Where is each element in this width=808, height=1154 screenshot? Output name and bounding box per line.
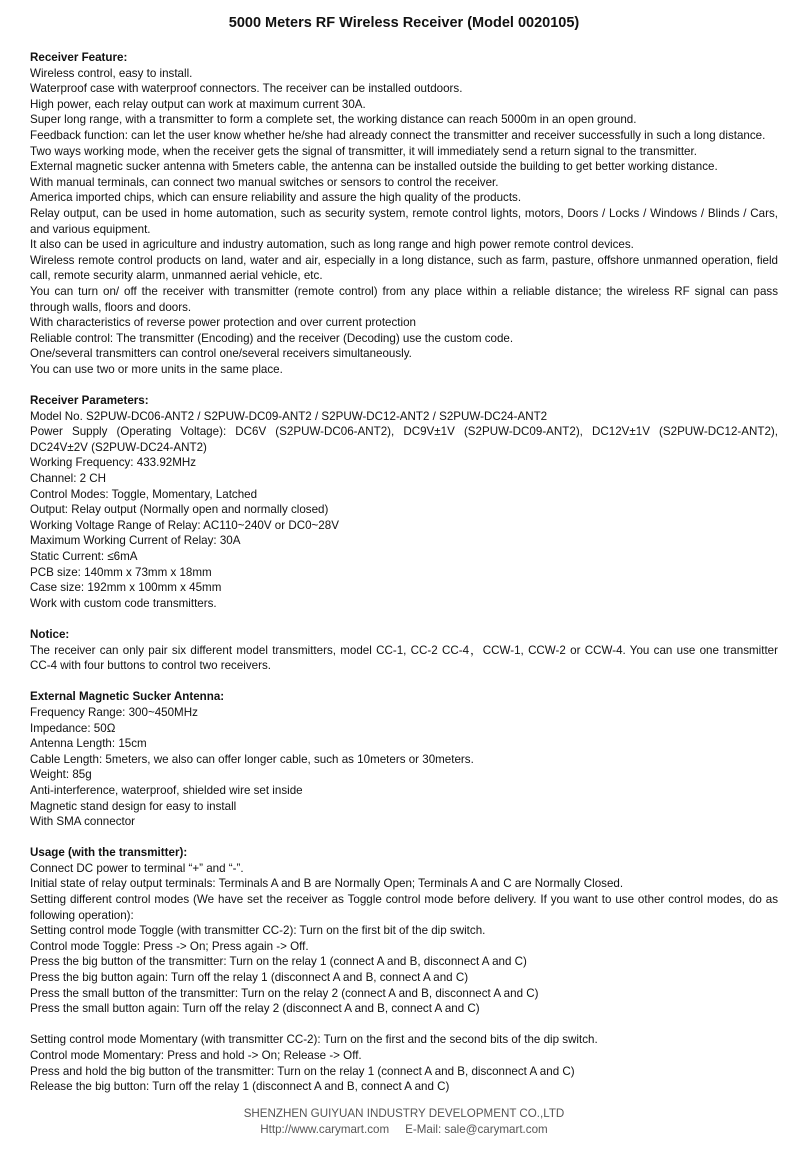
text-line: Setting control mode Toggle (with transmitter CC-2): Turn on the first bit of the dip switch.: [30, 924, 486, 938]
text-line: Connect DC power to terminal “+” and “-”.: [30, 861, 244, 875]
text-line: Anti-interference, waterproof, shielded wire set inside: [30, 783, 303, 797]
text-line: Relay output, can be used in home automation, such as security system, remote control lights, motors, Doors / Locks / Windows / Blinds / Cars, and various equipment.: [30, 206, 778, 236]
text-line: Impedance: 50Ω: [30, 721, 116, 735]
text-line: Maximum Working Current of Relay: 30A: [30, 534, 241, 548]
text-line: Waterproof case with waterproof connectors. The receiver can be installed outdoors.: [30, 82, 463, 96]
usage-section: [30, 845, 778, 1017]
document-page: [30, 14, 778, 1110]
text-line: Press the small button again: Turn off the relay 2 (disconnect A and B, connect A and C): [30, 1002, 480, 1016]
text-line: Setting different control modes (We have set the receiver as Toggle control mode before delivery. If you want to use other control modes, do as following operation):: [30, 893, 778, 922]
text-line: Press the small button of the transmitter: Turn on the relay 2 (connect A and B, disconnect A and C): [30, 986, 539, 1000]
text-line: Initial state of relay output terminals: Terminals A and B are Normally Open; Terminals A and C are Normally Closed.: [30, 877, 624, 891]
text-line: You can turn on/ off the receiver with transmitter (remote control) from any place within a reliable distance; the wireless RF signal can pass through walls, floors and doors.: [30, 284, 778, 314]
text-line: Magnetic stand design for easy to install: [30, 799, 237, 813]
text-line: Control Modes: Toggle, Momentary, Latched: [30, 487, 258, 501]
text-line: External magnetic sucker antenna with 5meters cable, the antenna can be installed outside the building to get better working distance.: [30, 160, 718, 174]
text-line: It also can be used in agriculture and industry automation, such as long range and high power remote control devices.: [30, 238, 634, 252]
page-footer: [0, 1106, 808, 1137]
text-line: Feedback function: can let the user know whether he/she had already connect the transmitter and receiver successfully in such a long distance.: [30, 128, 766, 142]
features-heading: Receiver Feature:: [30, 51, 128, 64]
text-line: Control mode Toggle: Press -> On; Press again -> Off.: [30, 939, 309, 953]
text-line: PCB size: 140mm x 73mm x 18mm: [30, 565, 212, 579]
text-line: Press and hold the big button of the transmitter: Turn on the relay 1 (connect A and B, disconnect A and C): [30, 1064, 575, 1078]
text-line: Power Supply (Operating Voltage): DC6V (S2PUW-DC06-ANT2), DC9V±1V (S2PUW-DC09-ANT2), DC12V±1V (S2PUW-DC12-ANT2), DC24V±2V (S2PUW-DC24-ANT2): [30, 425, 778, 454]
notice-section: [30, 627, 778, 674]
footer-company: SHENZHEN GUIYUAN INDUSTRY DEVELOPMENT CO.,LTD: [243, 1107, 565, 1120]
text-line: Wireless remote control products on land, water and air, especially in a long distance, such as farm, pasture, offshore unmanned operation, field call, remote security alarm, unmanned aerial vehicle, etc.: [30, 253, 778, 283]
text-line: Two ways working mode, when the receiver gets the signal of transmitter, it will immediately send a return signal to the transmitter.: [30, 144, 697, 158]
text-line: Press the big button again: Turn off the relay 1 (disconnect A and B, connect A and C): [30, 971, 469, 985]
document-title: 5000 Meters RF Wireless Receiver (Model 0020105): [228, 15, 580, 31]
text-line: Super long range, with a transmitter to form a complete set, the working distance can reach 5000m in an open ground.: [30, 113, 637, 127]
text-line: Antenna Length: 15cm: [30, 737, 147, 751]
momentary-list: [30, 1032, 778, 1094]
features-section: [30, 50, 778, 377]
text-line: With SMA connector: [30, 815, 136, 829]
text-line: With manual terminals, can connect two manual switches or sensors to control the receiver.: [30, 175, 499, 189]
text-line: Case size: 192mm x 100mm x 45mm: [30, 581, 222, 595]
text-line: Setting control mode Momentary (with transmitter CC-2): Turn on the first and the second bits of the dip switch.: [30, 1033, 598, 1047]
text-line: Working Frequency: 433.92MHz: [30, 456, 197, 470]
text-line: Frequency Range: 300~450MHz: [30, 705, 198, 719]
parameters-section: [30, 393, 778, 611]
text-line: Press the big button of the transmitter: Turn on the relay 1 (connect A and B, disconnect A and C): [30, 955, 527, 969]
antenna-heading: External Magnetic Sucker Antenna:: [30, 690, 225, 704]
text-line: Release the big button: Turn off the relay 1 (disconnect A and B, connect A and C): [30, 1080, 450, 1094]
parameters-list: [30, 409, 778, 612]
footer-email-link[interactable]: E-Mail: sale@carymart.com: [405, 1122, 548, 1136]
text-line: High power, each relay output can work at maximum current 30A.: [30, 97, 366, 111]
usage-list: [30, 861, 778, 1017]
text-line: You can use two or more units in the same place.: [30, 362, 283, 376]
text-line: Control mode Momentary: Press and hold -> On; Release -> Off.: [30, 1049, 362, 1062]
text-line: With characteristics of reverse power protection and over current protection: [30, 316, 416, 330]
notice-list: [30, 643, 778, 674]
parameters-heading: Receiver Parameters:: [30, 394, 149, 408]
text-line: Weight: 85g: [30, 768, 92, 782]
notice-heading: Notice:: [30, 627, 70, 641]
text-line: Cable Length: 5meters, we also can offer longer cable, such as 10meters or 30meters.: [30, 752, 474, 766]
text-line: Output: Relay output (Normally open and normally closed): [30, 503, 329, 517]
text-line: Model No. S2PUW-DC06-ANT2 / S2PUW-DC09-ANT2 / S2PUW-DC12-ANT2 / S2PUW-DC24-ANT2: [30, 409, 548, 423]
momentary-section: [30, 1032, 778, 1094]
text-line: Work with custom code transmitters.: [30, 596, 217, 610]
features-list: [30, 66, 778, 378]
text-line: Reliable control: The transmitter (Encoding) and the receiver (Decoding) use the custom code.: [30, 331, 514, 345]
text-line: One/several transmitters can control one/several receivers simultaneously.: [30, 347, 412, 361]
antenna-section: [30, 689, 778, 829]
footer-website-link[interactable]: Http://www.carymart.com: [260, 1122, 390, 1136]
text-line: Channel: 2 CH: [30, 472, 107, 486]
text-line: America imported chips, which can ensure reliability and assure the high quality of the products.: [30, 191, 522, 205]
text-line: Working Voltage Range of Relay: AC110~240V or DC0~28V: [30, 518, 339, 532]
text-line: Wireless control, easy to install.: [30, 66, 193, 80]
antenna-list: [30, 705, 778, 830]
usage-heading: Usage (with the transmitter):: [30, 846, 188, 860]
footer-contact: [0, 1122, 808, 1138]
text-line: Static Current: ≤6mA: [30, 550, 138, 563]
text-line: The receiver can only pair six different model transmitters, model CC-1, CC-2 CC-4，CCW-1, CCW-2 or CCW-4. You can use one transmitter CC-4 with four buttons to control two receivers.: [30, 643, 778, 673]
